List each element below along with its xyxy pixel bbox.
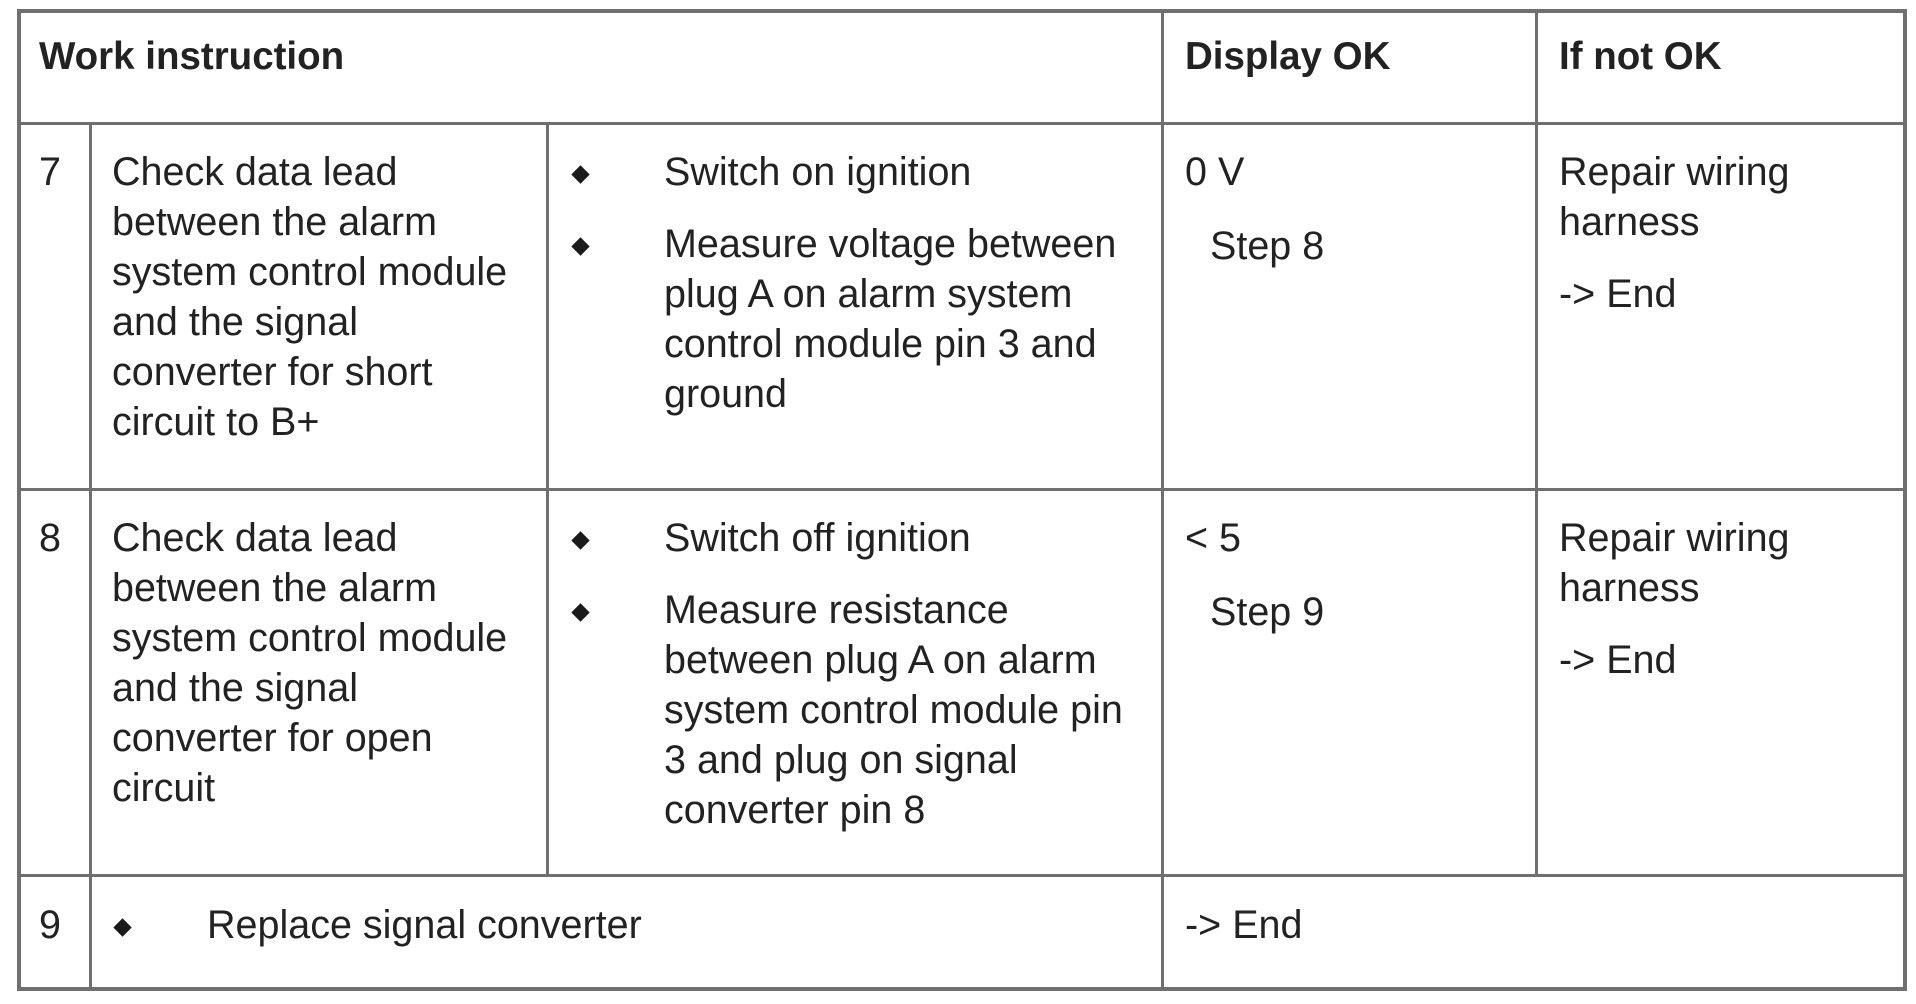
action-text-line: Switch off ignition: [664, 516, 971, 560]
action-text-line: Replace signal converter: [207, 903, 642, 947]
check-text-line: Check data lead: [112, 516, 398, 560]
action-text-line: plug A on alarm system: [664, 272, 1073, 316]
table-col-ifnot: [1535, 9, 1538, 877]
table-border-right: [1903, 9, 1907, 991]
action-text-line: converter pin 8: [664, 788, 926, 832]
bullet-icon: [113, 918, 131, 936]
step-number: 9: [39, 903, 61, 947]
action-text-line: control module pin 3 and: [664, 322, 1097, 366]
action-text-line: 3 and plug on signal: [664, 738, 1018, 782]
step-number: 7: [39, 150, 61, 194]
table-col-step: [89, 122, 92, 991]
header-display-ok: Display OK: [1185, 35, 1391, 78]
display-ok-value: < 5: [1185, 516, 1242, 560]
display-ok-value: 0 V: [1185, 150, 1245, 194]
check-text-line: and the signal: [112, 300, 358, 344]
check-text-line: system control module: [112, 250, 508, 294]
check-text-line: circuit to B+: [112, 400, 320, 444]
display-ok-next: Step 8: [1210, 224, 1325, 268]
table-border-left: [17, 9, 21, 991]
table-col-display: [1161, 9, 1164, 991]
if-not-ok-line: Repair wiring: [1559, 150, 1790, 194]
action-text-line: Switch on ignition: [664, 150, 972, 194]
check-text-line: circuit: [112, 766, 216, 810]
if-not-ok-next: -> End: [1559, 272, 1677, 316]
bullet-icon: [571, 531, 589, 549]
table-rule-row8: [17, 874, 1907, 877]
if-not-ok-line: harness: [1559, 200, 1700, 244]
action-text-line: between plug A on alarm: [664, 638, 1097, 682]
check-text-line: system control module: [112, 616, 508, 660]
table-border-bottom: [17, 987, 1907, 991]
if-not-ok-next: -> End: [1559, 638, 1677, 682]
step-number: 8: [39, 516, 61, 560]
table-col-check: [546, 122, 549, 877]
bullet-icon: [571, 165, 589, 183]
action-text-line: system control module pin: [664, 688, 1123, 732]
check-text-line: between the alarm: [112, 566, 437, 610]
check-text-line: Check data lead: [112, 150, 398, 194]
display-ok-next: Step 9: [1210, 590, 1325, 634]
bullet-icon: [571, 603, 589, 621]
bullet-icon: [571, 237, 589, 255]
action-text-line: Measure resistance: [664, 588, 1009, 632]
check-text-line: converter for open: [112, 716, 433, 760]
check-text-line: and the signal: [112, 666, 358, 710]
check-text-line: converter for short: [112, 350, 433, 394]
table-rule-row7: [17, 488, 1907, 491]
check-text-line: between the alarm: [112, 200, 437, 244]
header-if-not-ok: If not OK: [1559, 35, 1722, 78]
action-text-line: ground: [664, 372, 787, 416]
if-not-ok-line: Repair wiring: [1559, 516, 1790, 560]
if-not-ok-line: harness: [1559, 566, 1700, 610]
display-ok-next: -> End: [1185, 903, 1303, 947]
table-rule-header: [17, 122, 1907, 125]
action-text-line: Measure voltage between: [664, 222, 1117, 266]
header-work-instruction: Work instruction: [39, 35, 345, 78]
table-border-top: [17, 9, 1907, 13]
